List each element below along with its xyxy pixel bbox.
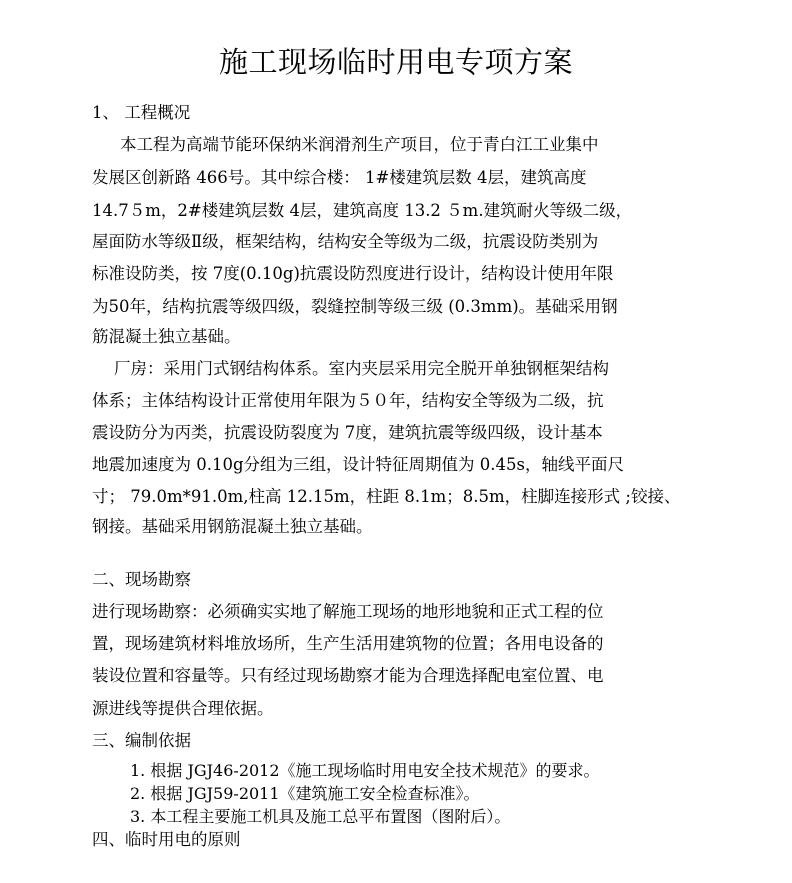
section-2-heading: 二、现场勘察 — [92, 570, 191, 589]
paragraph-line: 装设位置和容量等。只有经过现场勘察才能为合理选择配电室位置、电 — [92, 666, 604, 685]
section-4-heading: 四、临时用电的原则 — [92, 830, 241, 849]
section-1-heading: 1、 工程概况 — [92, 103, 191, 122]
paragraph-line: 标准设防类，按 7度(0.10g)抗震设防烈度进行设计，结构设计使用年限 — [92, 264, 614, 283]
reference-list-item: 2. 根据 JGJ59-2011《建筑施工安全检查标准》。 — [130, 784, 480, 803]
paragraph-line: 寸； 79.0m*91.0m,柱高 12.15m，柱距 8.1m；8.5m，柱脚连接形式 ;铰接、 — [92, 487, 681, 506]
paragraph-line: 地震加速度为 0.10g分组为三组，设计特征周期值为 0.45s，轴线平面尺 — [92, 455, 624, 474]
paragraph-line: 发展区创新路 466号。其中综合楼： 1#楼建筑层数 4层，建筑高度 — [92, 168, 587, 187]
document-title: 施工现场临时用电专项方案 — [218, 45, 573, 79]
paragraph-line: 筋混凝土独立基础。 — [92, 327, 241, 346]
paragraph-line: 厂房：采用门式钢结构体系。室内夹层采用完全脱开单独钢框架结构 — [114, 359, 609, 378]
paragraph-line: 14.7５m，2#楼建筑层数 4层，建筑高度 13.2 ５m.建筑耐火等级二级， — [92, 201, 633, 220]
paragraph-line: 本工程为高端节能环保纳米润滑剂生产项目，位于青白江工业集中 — [120, 135, 599, 154]
paragraph-line: 震设防分为丙类，抗震设防裂度为 7度，建筑抗震等级四级，设计基本 — [92, 423, 603, 442]
reference-list-item: 3. 本工程主要施工机具及施工总平布置图（图附后）。 — [130, 807, 511, 826]
paragraph-line: 体系；主体结构设计正常使用年限为５０年，结构安全等级为二级，抗 — [92, 391, 604, 410]
paragraph-line: 屋面防水等级Ⅱ级，框架结构，结构安全等级为二级，抗震设防类别为 — [92, 232, 599, 251]
paragraph-line: 源进线等提供合理依据。 — [92, 699, 274, 718]
reference-list-item: 1. 根据 JGJ46-2012《施工现场临时用电安全技术规范》的要求。 — [130, 761, 600, 780]
paragraph-line: 钢接。基础采用钢筋混凝土独立基础。 — [92, 517, 373, 536]
paragraph-line: 置，现场建筑材料堆放场所，生产生活用建筑物的位置；各用电设备的 — [92, 634, 604, 653]
paragraph-line: 进行现场勘察：必须确实实地了解施工现场的地形地貌和正式工程的位 — [92, 602, 604, 621]
paragraph-line: 为50年，结构抗震等级四级，裂缝控制等级三级 (0.3mm)。基础采用钢 — [92, 297, 618, 316]
section-3-heading: 三、编制依据 — [92, 731, 191, 750]
